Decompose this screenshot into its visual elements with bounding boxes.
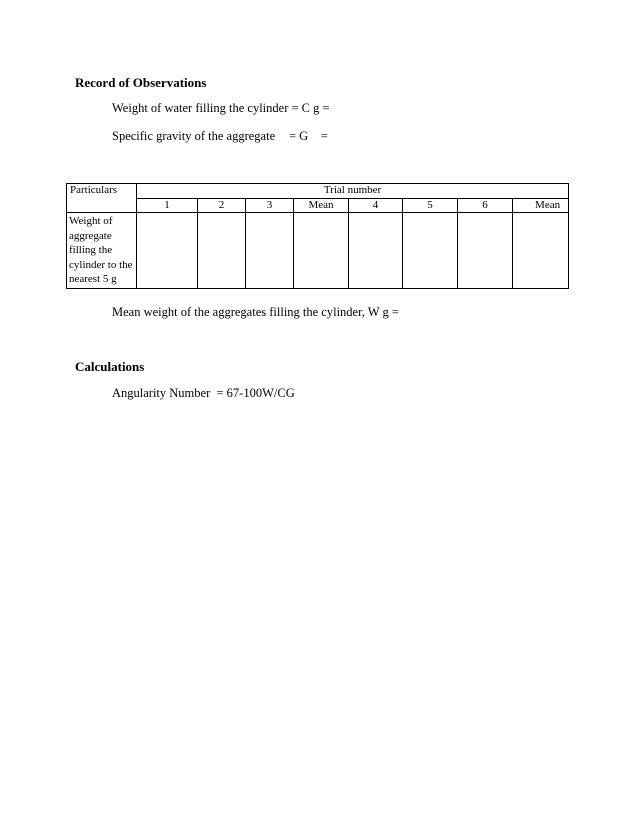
- section-heading-observations: Record of Observations: [75, 75, 207, 90]
- angularity-formula-line: Angularity Number = 67-100W/CG: [112, 386, 295, 400]
- trial-col-3: 3: [246, 199, 294, 213]
- trial-col-5: 5: [403, 199, 458, 213]
- table-cell: [246, 213, 294, 289]
- trial-col-mean-1: Mean: [294, 199, 349, 213]
- aggregate-weight-row-label: Weight of aggregate filling the cylinder to the nearest 5 g: [67, 213, 137, 289]
- trial-col-1: 1: [137, 199, 198, 213]
- trial-col-6: 6: [458, 199, 513, 213]
- mean-weight-line: Mean weight of the aggregates filling the cylinder, W g =: [112, 305, 399, 319]
- table-cell: [403, 213, 458, 289]
- table-cell: [294, 213, 349, 289]
- trial-number-header: Trial number: [137, 184, 569, 199]
- table-cell: [513, 213, 569, 289]
- table-cell: [458, 213, 513, 289]
- specific-gravity-line: Specific gravity of the aggregate: [112, 129, 276, 143]
- particulars-header: Particulars: [67, 184, 137, 213]
- table-cell: [198, 213, 246, 289]
- water-weight-line: Weight of water filling the cylinder = C g =: [112, 101, 330, 115]
- table-cell: [349, 213, 403, 289]
- specific-gravity-value: = G =: [289, 129, 328, 143]
- trial-col-2: 2: [198, 199, 246, 213]
- table-cell: [137, 213, 198, 289]
- trial-col-4: 4: [349, 199, 403, 213]
- section-heading-calculations: Calculations: [75, 359, 145, 374]
- trial-col-mean-2: Mean: [513, 199, 569, 213]
- observations-table: [66, 183, 569, 289]
